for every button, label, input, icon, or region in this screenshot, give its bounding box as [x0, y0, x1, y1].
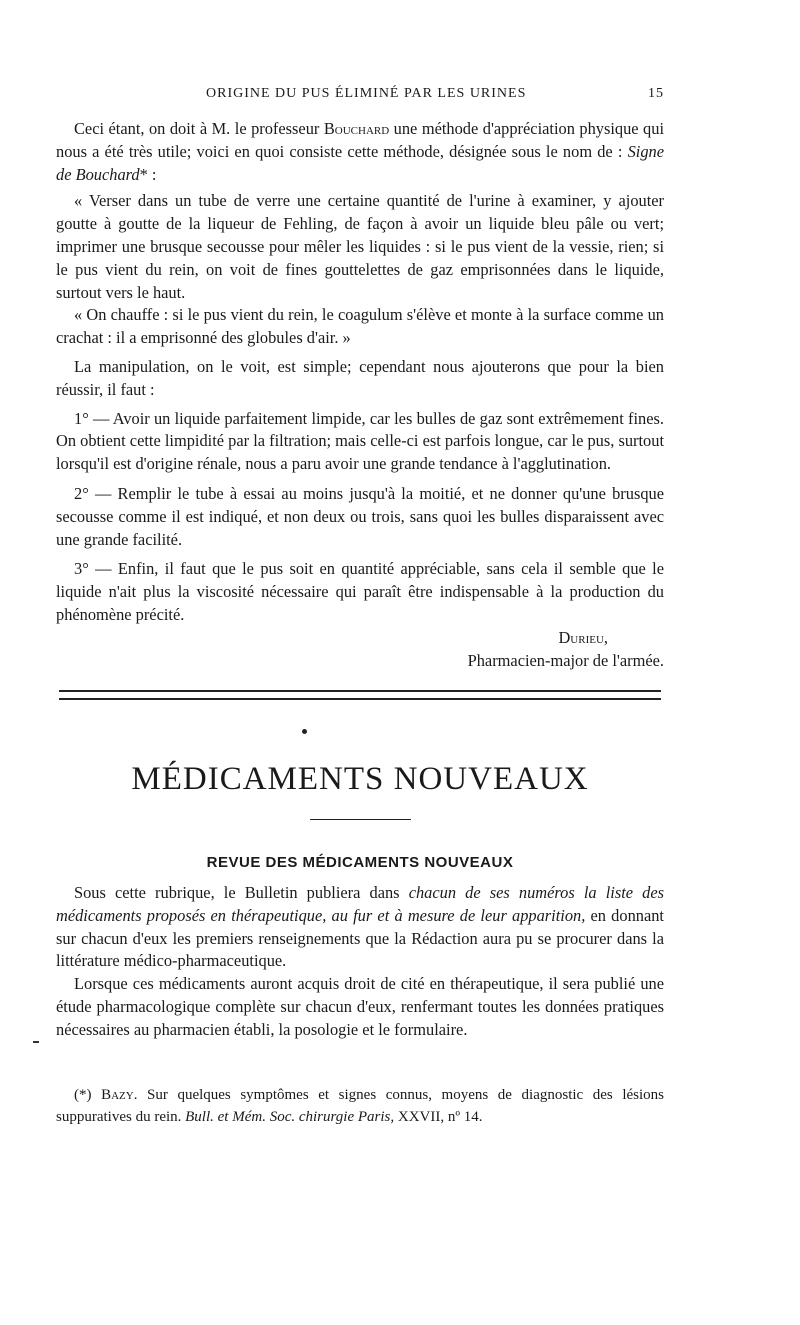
signature-title: Pharmacien-major de l'armée.: [467, 650, 664, 670]
paragraph-manipulation: La manipulation, on le voit, est simple; cependant nous ajouterons que pour la bien réussir, il faut :: [56, 356, 664, 399]
section-paragraph-2: Lorsque ces médicaments auront acquis droit de cité en thérapeutique, il sera publié une étude pharmacologique complète sur chacun d'eux, renfermant toutes les données pratiques nécessaires au pharmacien établi, la posologie et le formulaire.: [56, 974, 664, 1039]
section-title: MÉDICAMENTS NOUVEAUX: [131, 761, 589, 797]
margin-mark: [33, 1041, 39, 1043]
footnote-author: Bazy.: [101, 1087, 138, 1103]
list-item-1: 1° — Avoir un liquide parfaitement limpide, car les bulles de gaz sont extrêmement fines. On obtient cette limpidité par la filtration; mais celle-ci est parfois longue, car le pus, surtout lorsqu'il est d'origine rénale, nous a paru avoir une grande tendance à l'agglutination.: [56, 408, 664, 474]
list-item-2: 2° — Remplir le tube à essai au moins jusqu'à la moitié, et ne donner qu'une brusque secousse comme il est indiqué, et non deux ou trois, sans quoi les bulles disparaissent avec une grande facilité.: [56, 483, 664, 549]
title-underline: [310, 819, 411, 820]
bullet-ornament: [302, 729, 307, 734]
page-number: 15: [648, 86, 664, 101]
quote-paragraph-2: « On chauffe : si le pus vient du rein, le coagulum s'élève et monte à la surface comme un crachat : il a emprisonné des globules d'air. »: [56, 305, 664, 348]
running-title: ORIGINE DU PUS ÉLIMINÉ PAR LES URINES: [206, 86, 527, 101]
section-paragraph-1: Sous cette rubrique, le Bulletin publiera dans chacun de ses numéros la liste des médicaments proposés en thérapeutique, au fur et à mesure de leur apparition, en donnant sur chacun d'eux les premiers renseignements que la Rédaction aura pu se procurer dans la littérature médico-pharmaceutique.: [56, 883, 665, 971]
article-body: [56, 118, 664, 672]
section-subtitle: REVUE DES MÉDICAMENTS NOUVEAUX: [206, 854, 514, 871]
running-head: [56, 86, 664, 108]
footnote-journal: Bull. et Mém. Soc. chirurgie Paris,: [185, 1109, 395, 1125]
sign-name: Signe de Bouchard: [56, 141, 664, 184]
section-divider: [59, 690, 661, 700]
list-item-3: 3° — Enfin, il faut que le pus soit en quantité appréciable, sans cela il semble que le liquide n'ait plus la viscosité nécessaire qui paraît être indispensable à la production du phénomène précité.: [56, 559, 664, 624]
author-name-bouchard: Bouchard: [323, 119, 390, 138]
paragraph-intro: Ceci étant, on doit à M. le professeur Bouchard une méthode d'appréciation physique qui nous a été très utile; voici en quoi consiste cette méthode, désignée sous le nom de : Signe de Bouchard* :: [56, 119, 665, 184]
signature-name: Durieu,: [558, 627, 608, 647]
footnote: (*) Bazy. Sur quelques symptômes et signes connus, moyens de diagnostic des lésions suppuratives du rein. Bull. et Mém. Soc. chirurgie Paris, XXVII, nº 14.: [56, 1087, 664, 1125]
signature: [56, 627, 664, 673]
section-body: [56, 882, 664, 1042]
quote-paragraph-1: « Verser dans un tube de verre une certaine quantité de l'urine à examiner, y ajouter goutte à goutte de la liqueur de Fehling, de façon à avoir un liquide bleu pâle ou vert; imprimer une brusque secousse pour mêler les liquides : si le pus vient de la vessie, rien; si le pus vient du rein, on voit de fines gouttelettes de gaz emprisonnées dans le liquide, surtout vers le haut.: [56, 191, 664, 302]
